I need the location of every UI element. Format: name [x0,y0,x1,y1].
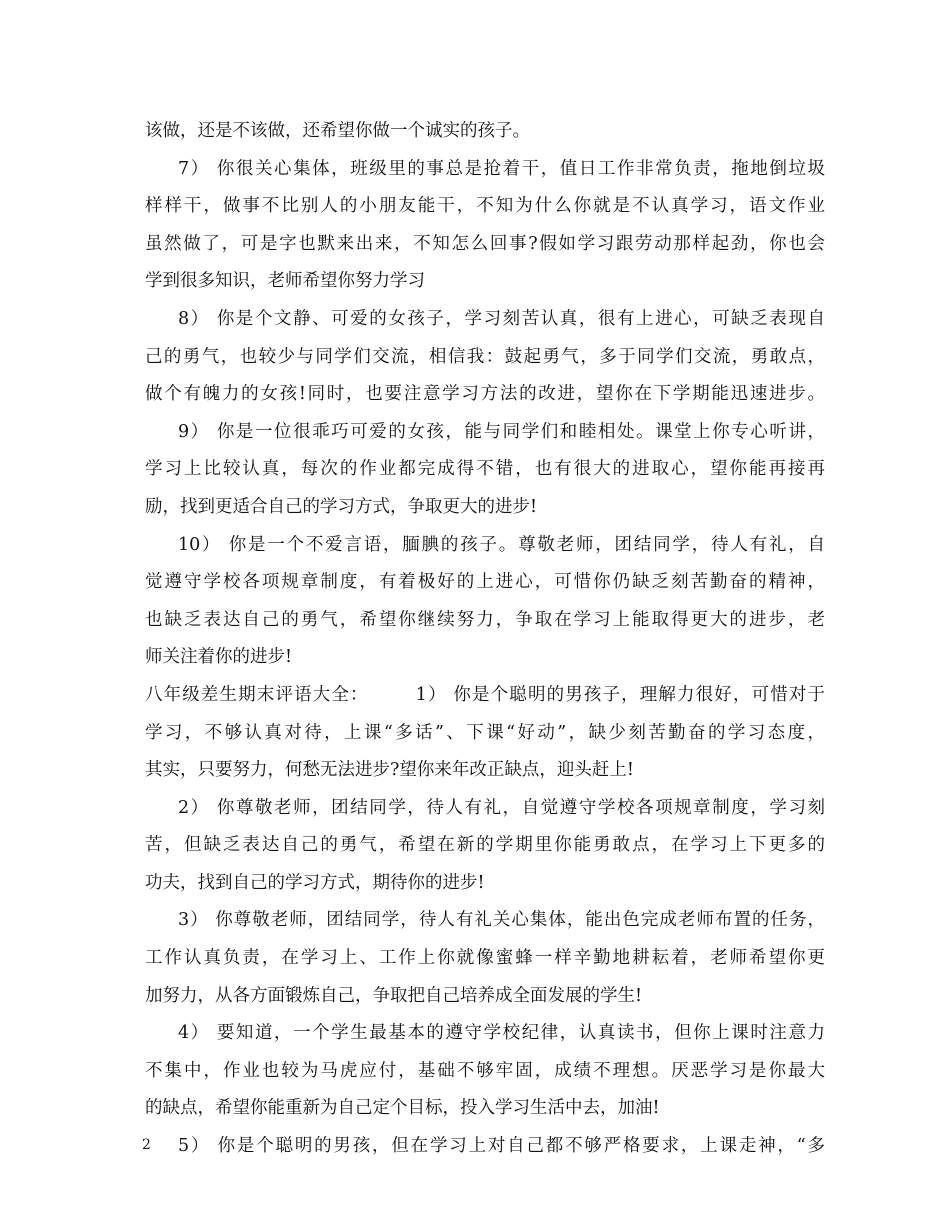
text-line: 功夫，找到自己的学习方式，期待你的进步! [145,872,485,893]
text-line: 4） 要知道，一个学生最基本的遵守学校纪律，认真读书，但你上课时注意力 [178,1023,825,1044]
text-line: 学习，不够认真对待，上课“多话”、下课“好动”，缺少刻苦勤奋的学习态度， [145,722,825,743]
text-line: 该做，还是不该做，还希望你做一个诚实的孩子。 [145,121,530,141]
text-line: 学习上比较认真，每次的作业都完成得不错，也有很大的进取心，望你能再接再 [145,459,825,480]
text-line: 5） 你是个聪明的男孩，但在学习上对自己都不够严格要求，上课走神，“多 [178,1136,825,1157]
text-line: 师关注着你的进步! [145,647,293,668]
text-line: 不集中，作业也较为马虎应付，基础不够牢固，成绩不理想。厌恶学习是你最大 [145,1060,825,1081]
document-body [145,113,825,1166]
text-line: 虽然做了，可是字也默来出来，不知怎么回事?假如学习跟劳动那样起劲，你也会 [145,233,825,254]
text-line: 觉遵守学校各项规章制度，有着极好的上进心，可惜你仍缺乏刻苦勤奋的精神， [145,572,825,593]
text-line: 八年级差生期末评语大全： 1） 你是个聪明的男孩子，理解力很好，可惜对于 [145,684,825,705]
text-line: 也缺乏表达自己的勇气，希望你继续努力，争取在学习上能取得更大的进步，老 [145,609,825,630]
text-line: 样样干，做事不比别人的小朋友能干，不知为什么你就是不认真学习，语文作业 [145,196,825,217]
text-line: 其实，只要努力，何愁无法进步?望你来年改正缺点，迎头赶上! [145,760,634,781]
text-line: 己的勇气，也较少与同学们交流，相信我：鼓起勇气，多于同学们交流，勇敢点， [145,346,825,367]
text-line: 做个有魄力的女孩!同时，也要注意学习方法的改进，望你在下学期能迅速进步。 [145,384,825,405]
page-number: 2 [142,1137,151,1153]
text-line: 的缺点，希望你能重新为自己定个目标，投入学习生活中去，加油! [145,1098,660,1119]
text-line: 10） 你是一个不爱言语，腼腆的孩子。尊敬老师，团结同学，待人有礼，自 [178,534,825,555]
text-line: 学到很多知识，老师希望你努力学习 [145,271,425,292]
text-line: 3） 你尊敬老师，团结同学，待人有礼关心集体，能出色完成老师布置的任务， [178,910,825,931]
text-line: 9） 你是一位很乖巧可爱的女孩，能与同学们和睦相处。课堂上你专心听讲， [178,421,825,442]
text-line: 工作认真负责，在学习上、工作上你就像蜜蜂一样辛勤地耕耘着，老师希望你更 [145,948,825,969]
text-line: 苦，但缺乏表达自己的勇气，希望在新的学期里你能勇敢点，在学习上下更多的 [145,835,825,856]
text-line: 加努力，从各方面锻炼自己，争取把自己培养成全面发展的学生! [145,985,643,1006]
text-line: 8） 你是个文静、可爱的女孩子，学习刻苦认真，很有上进心，可缺乏表现自 [178,308,825,329]
text-line: 2） 你尊敬老师，团结同学，待人有礼，自觉遵守学校各项规章制度，学习刻 [178,797,825,818]
text-line: 励，找到更适合自己的学习方式，争取更大的进步! [145,496,538,517]
text-line: 7） 你很关心集体，班级里的事总是抢着干，值日工作非常负责，拖地倒垃圾 [178,158,825,179]
